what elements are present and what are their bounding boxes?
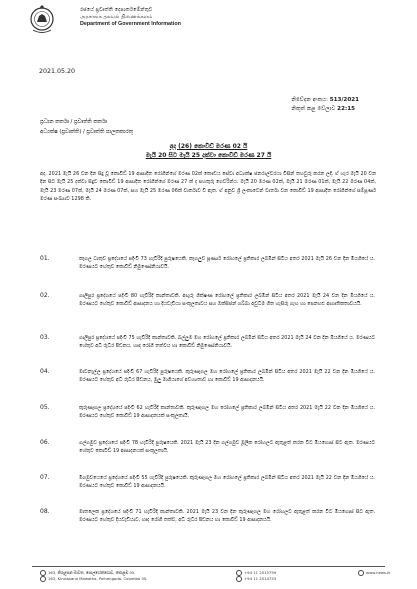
addressee-line: අධ්‍යක්ෂ (ප්‍රවෘත්ති) / ප්‍රවෘත්ති පාලකකාරතු xyxy=(40,128,134,135)
release-number-label: නිවේදන අංකය: xyxy=(291,97,328,103)
case-text: ගාලිපුර ප්‍රදේශයේ පදිංචි 75 හැවිරිදි කාන්තාවකි. බල්ලුම මහ රෝහලේ ප්‍රතිකාර ලබමින් සිටිය අතර 2021 මැයි 24 වන දින මියගියේ ය. මරණයට හේතුව අධි රුධිර පීඩනය, හෘද රෝගී තත්වය හා කොවිඩ් නිමුණෝනියාවයි. xyxy=(79,335,375,350)
release-number-row xyxy=(291,96,359,105)
addressees xyxy=(40,118,133,137)
release-date: 2021.05.20 xyxy=(39,68,76,75)
case-text: ගල්ගමුව ප්‍රදේශයේ පදිංචි 78 හැවිරිදි පුරුෂයෙකි. 2021 මැයි 23 දින ගල්ගමුව මූලික රෝහලට ඇතුළත් කරන විට මියගොස් සිට ඇත. මරණයට හේතුව කොවිඩ් 19 ආසාදනයක් සංකූලතායි. xyxy=(79,440,375,455)
release-time-label: නිකුත් කළ වේලාව xyxy=(291,106,336,112)
case-text: මීගමුවයෙයේ ප්‍රදේශයේ පදිංචි 55 හැවිරිදි පුරුෂයෙකි. කුරුණෑගල මහ රෝහලේ ප්‍රතිකාර ලබමින් සිටිය අතර 2021 මැයි 22 වන දින මියගියේ ය. මරණයට හේතුව කොවිඩ් 19 ආසාදනයයි. xyxy=(79,475,375,490)
footer-website-link[interactable]: www.news.lk xyxy=(366,570,391,575)
footer-address-line: 163, Kirulapana Mawatha, Polhengoda, Colombo 05. xyxy=(48,576,148,581)
release-time: 22:15 xyxy=(337,106,355,112)
headline-primary: අද (26) කොවිඩ් මරණ 02 යි xyxy=(169,143,248,150)
case-number: 05. xyxy=(40,404,50,411)
case-number: 01. xyxy=(40,255,50,262)
case-number: 06. xyxy=(40,439,50,446)
case-number: 02. xyxy=(40,292,50,299)
case-number: 03. xyxy=(40,334,50,341)
case-number: 04. xyxy=(40,368,50,375)
case-text: කුරුණෑගල ප්‍රදේශයේ පදිංචි 62 හැවිරිදි කාන්තාවකි. කුරුණෑගල මහ රෝහලේ ප්‍රතිකාර ලබමින් සිටිය අතර 2021 මැයි 22 වන දින මියගියේ ය. මරණයට හේතුව කොවිඩ් 19 ආසාදනයක් සංකූලතායි. xyxy=(79,405,375,420)
letterhead-english: Department of Government Information xyxy=(80,21,181,27)
footer-divider xyxy=(32,566,385,567)
letterhead-tamil: அரசாங்க தகவல் திணைக்களம் xyxy=(80,14,153,20)
footer-website xyxy=(358,570,390,576)
headline-secondary: මැයි 20 සිට මැයි 25 දක්වා කොවිඩ් මරණ 27 යි xyxy=(145,152,272,159)
addressee-line: ප්‍රධාන කර්තෘ / ප්‍රවෘත්ති කර්තෘ xyxy=(40,119,107,125)
reference-block xyxy=(291,96,359,114)
intro-paragraph: අද, 2021 මැයි 26 වන දින සිදු වූ කොවිඩ් 19 ආසාදිත රෝගීන්ගේ මරණ 02ක් කෞඩය සේවා අධ්‍යක්ෂ ජනරාල්වරයා විසින් තහවුරු කරන ලදී. ඒ හැර මැයි 20 වන දින සිට මැයි 25 දක්වා සිදුව කොවිඩ් 19 ආසාදිත රෝගීන්ගේ මරණ 27 ක් ද පහතුරු ගෙවරින්ය. මැයි 20 මරණ 02ක්, මැයි 21 මරණ 01ක්, මැයි 22 මරණ 04ක්, මැයි 23 මරණ 07ක්, මැයි 24 මරණ 07ක්, සහ මැයි 25 මරණ 06ක් වාර්තාව වී ඇත. ඒ අනුව ශ්‍රී ලංකාවෙන් වාර්තා වන කොවිඩ් 19 ආසාදිත රෝගීන්ගේ සම්පූර්ණ මරණ සංඛ්‍යාව 1298 කි. xyxy=(40,171,376,203)
case-text: මාතලෙක ප්‍රදේශයේ පදිංචි 71 හැවිරිදි කාන්තාවකි. 2021 මැයි 23 වන දින කුරුණෑගල මහ රෝහලට ඇතුළත් කරන විට මියගොස් සිට ඇත. මරණයට හේතුව දියවැඩියාව, හෘද රෝගී තත්ව, අධි රුධිර පීඩනය හා කොවිඩ් 19 ආසාදනයයි. xyxy=(79,509,375,524)
case-number: 08. xyxy=(40,508,50,515)
footer-address xyxy=(40,570,148,582)
fax-icon xyxy=(236,576,242,582)
footer-phones xyxy=(236,570,276,582)
case-number: 07. xyxy=(40,474,50,481)
footer-address-line: 163, කිරුළපන මාවත, පොල්හේන්ගොඩ, කොළඹ 05. xyxy=(48,570,136,575)
release-number: 513/2021 xyxy=(329,97,359,103)
footer-phone: +94 11 2515759 xyxy=(244,570,277,575)
letterhead-sinhala: රජයේ ප්‍රවෘත්ති දෙපාර්තමේන්තුව xyxy=(80,7,153,13)
globe-icon xyxy=(358,570,364,576)
location-icon xyxy=(40,576,46,582)
sri-lanka-emblem-icon xyxy=(29,5,55,35)
release-time-row xyxy=(291,105,359,114)
footer-phone: +94 11 2514753 xyxy=(244,576,277,581)
case-text: ගාලිපුර ප්‍රදේශයේ පදිංචි 80 හැවිරිදි කාන්තාවකි. අඟුරු ශික්ෂණ රෝහලේ ප්‍රතිකාර ලබමින් සිටිය අතර 2021 මැයි 24 වන දින මියගියේ ය. මරණයට හේතුව කොවිඩ් ආසාදනය හා දියවැඩියා සංකූලතාවය සහ ඔක්සිජන් ගබ්බා අවුධිම ගීත හැසිරු ගැහ හා පෙනහළු ආගෘතිකතාවයයි. xyxy=(79,293,375,308)
case-text: මාවනැල්ල ප්‍රදේශයේ පදිංචි 67 හැවිරිදි පුරුෂයෙකි. කුරුණෑගල මහ රෝහලේ ප්‍රතිකාර ලබමින් සිටිය අතර 2021 මැයි 22 වන දින මියගියේ ය. මරණයට හේතුව අධි රුධිර පීඩනය, මුලු මාගියාගේ අවශ්‍යතාව හා කොවිඩ් 19 ආසාදනයයි. xyxy=(79,369,375,384)
case-text: කෑගල ධාතුව ප්‍රදේශයේ පදිංචි 73 හැවිරිදි පුරුෂයෙකි. කෑගලුව පූර්ණ්‍ය රෝහලේ ප්‍රතිකාර ලබමින් සිටිය අතර 2021 මැයි 26 වන දින මියගියේ ය. මරණයට හේතුව කොවිඩ් නිමුණෝනියාවයි. xyxy=(79,256,375,271)
